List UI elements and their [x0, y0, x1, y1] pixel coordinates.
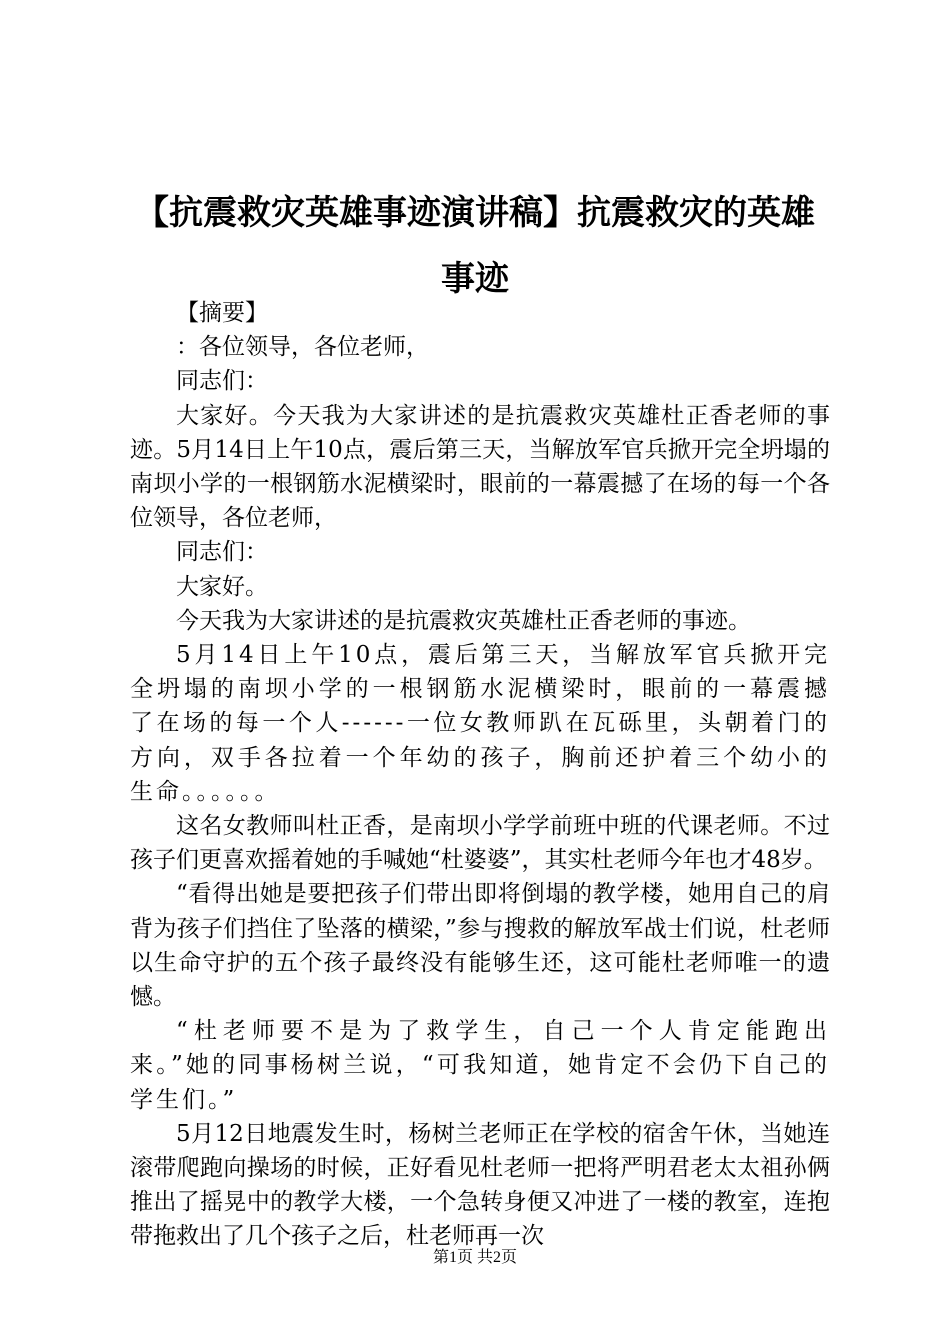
document-title: 【抗震救灾英雄事迹演讲稿】抗震救灾的英雄事迹 — [135, 193, 815, 299]
abstract-label: 【摘要】 — [176, 300, 268, 326]
greeting-line: ：各位领导，各位老师， — [176, 334, 429, 361]
greeting-line: 大家好。 — [176, 573, 268, 600]
salutation-line: 同志们： — [176, 539, 268, 566]
paragraph: “杜老师要不是为了救学生，自己一个人肯定能跑出来。”她的同事杨树兰说，“可我知道，她肯定不会仍下自己的学生们。” — [130, 1018, 830, 1113]
paragraph: 这名女教师叫杜正香，是南坝小学学前班中班的代课老师。不过孩子们更喜欢摇着她的手喊她“杜婆婆”，其实杜老师今年也才48岁。 — [130, 813, 830, 874]
paragraph: 5月14日上午10点，震后第三天，当解放军官兵掀开完全坍塌的南坝小学的一根钢筋水泥横梁时，眼前的一幕震撼了在场的每一个人------一位女教师趴在瓦砾里，头朝着门的方向，双手各拉着一个年幼的孩子，胸前还护着三个幼小的生命。。。。。。 — [130, 642, 830, 805]
paragraph: “看得出她是要把孩子们带出即将倒塌的教学楼，她用自己的肩背为孩子们挡住了坠落的横梁，”参与搜救的解放军战士们说，杜老师以生命守护的五个孩子最终没有能够生还，这可能杜老师唯一的遗憾。 — [130, 881, 830, 1011]
document-body — [130, 296, 830, 1254]
salutation-line: 同志们： — [176, 368, 268, 395]
page-number: 第1页 共2页 — [432, 1249, 517, 1266]
paragraph: 今天我为大家讲述的是抗震救灾英雄杜正香老师的事迹。 — [176, 607, 751, 634]
paragraph-summary: 大家好。今天我为大家讲述的是抗震救灾英雄杜正香老师的事迹。5月14日上午10点，震后第三天，当解放军官兵掀开完全坍塌的南坝小学的一根钢筋水泥横梁时，眼前的一幕震撼了在场的每一个各位领导，各位老师， — [130, 402, 830, 532]
paragraph: 5月12日地震发生时，杨树兰老师正在学校的宿舍午休，当她连滚带爬跑向操场的时候，正好看见杜老师一把将严明君老太太祖孙俩推出了摇晃中的教学大楼，一个急转身便又冲进了一楼的教室，连抱带拖救出了几个孩子之后，杜老师再一次 — [130, 1120, 830, 1250]
